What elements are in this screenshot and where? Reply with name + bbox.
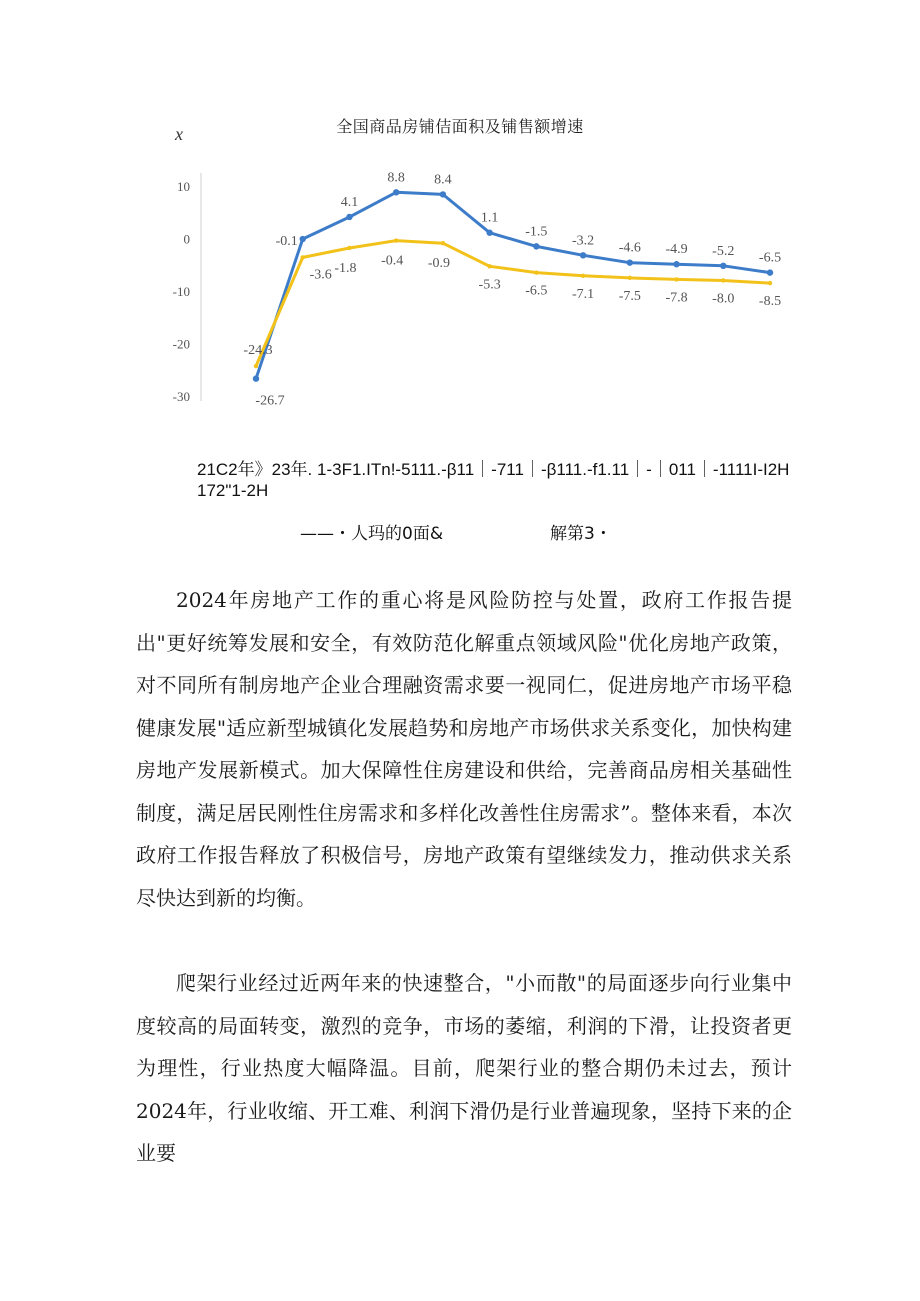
paragraph-2: 爬架行业经过近两年来的快速整合，"小而散"的局面逐步向行业集中度较高的局面转变，激烈的竞争，市场的萎缩，利润的下滑，让投资者更为理性，行业热度大幅降温。目前，爬架行业的整合期仍未过去，预计2024年，行业收缩、开工难、利润下滑仍是行业普遍现象，坚持下来的企业要 (136, 971, 792, 1165)
data-point (486, 230, 492, 236)
data-point (487, 264, 491, 268)
data-label: -8.0 (712, 291, 735, 307)
data-label: 8.4 (434, 172, 452, 188)
data-labels (243, 170, 781, 408)
data-label: -0.9 (427, 256, 450, 272)
data-point (393, 189, 399, 195)
data-point (301, 255, 305, 259)
data-point (628, 276, 632, 280)
x-axis-labels: 21C2年》23年. 1-3F1.ITn!-5111.-β11｜-711｜-β111.-f1.11｜-｜011｜-1111I-I2H172"1-2H (197, 460, 790, 500)
data-label: -6.5 (525, 283, 548, 299)
data-point (346, 214, 352, 220)
data-label: -4.6 (618, 240, 641, 256)
y-tick-label: -20 (172, 336, 190, 352)
data-label: 4.1 (340, 194, 359, 210)
data-label: -6.5 (758, 250, 782, 266)
data-label: -5.2 (712, 243, 735, 259)
data-label: -0.4 (381, 253, 404, 269)
data-point (441, 241, 445, 245)
series-line-2 (256, 241, 770, 367)
data-label: -7.5 (618, 288, 641, 304)
data-point (768, 281, 772, 285)
chart-title: 全国商品房铺佶面积及铺售额增速 (336, 117, 584, 136)
data-label: -1.5 (525, 224, 548, 240)
data-point (580, 252, 586, 258)
data-point (300, 236, 306, 242)
y-tick-label: -10 (172, 284, 190, 299)
legend-item-area: ——・人玛的0面& (300, 524, 444, 544)
data-point (720, 263, 726, 269)
y-tick-label: -30 (172, 389, 190, 404)
data-label: -26.7 (255, 393, 285, 409)
data-point (627, 259, 633, 265)
series-line-1 (256, 192, 770, 378)
y-axis-mark: x (175, 124, 183, 144)
data-point (254, 364, 258, 368)
data-point (721, 278, 725, 282)
data-label: 8.8 (387, 170, 405, 186)
chart-series (253, 189, 773, 382)
data-point (674, 277, 678, 281)
data-label: -8.5 (758, 294, 782, 310)
data-label: -7.1 (572, 286, 595, 302)
data-point (767, 269, 773, 275)
data-point (347, 246, 351, 250)
data-point (253, 375, 259, 381)
data-label: -0.1 (275, 234, 298, 250)
data-label: -5.3 (478, 277, 501, 293)
y-axis (173, 173, 201, 404)
data-label: 1.1 (480, 210, 499, 226)
y-tick-label: 0 (183, 231, 190, 247)
data-point (533, 243, 539, 249)
data-label: -1.8 (334, 260, 357, 276)
paragraph-1: 2024年房地产工作的重心将是风险防控与处置，政府工作报告提出"更好统筹发展和安全，有效防范化解重点领域风险"优化房地产政策，对不同所有制房地产企业合理融资需求要一视同仁，促进房地产市场平稳健康发展"适应新型城镇化发展趋势和房地产市场供求关系变化，加快构建房地产发展新模式。加大保障性住房建设和供给，完善商品房相关基础性制度，满足居民刚性住房需求和多样化改善性住房需求”。整体来看，本次政府工作报告释放了积极信号，房地产政策有望继续发力，推动供求关系尽快达到新的均衡。 (136, 588, 792, 910)
data-label: -24.3 (243, 343, 273, 359)
y-tick-label: 10 (177, 179, 190, 194)
data-point (673, 261, 679, 267)
data-label: -7.8 (665, 290, 688, 306)
data-point (581, 274, 585, 278)
line-chart (160, 165, 800, 415)
data-label: -4.9 (665, 242, 688, 258)
data-label: -3.6 (309, 267, 332, 283)
legend-item-sales: 解第3・ (550, 524, 612, 544)
data-point (440, 191, 446, 197)
data-point (394, 238, 398, 242)
data-label: -3.2 (572, 233, 595, 249)
data-point (534, 270, 538, 274)
